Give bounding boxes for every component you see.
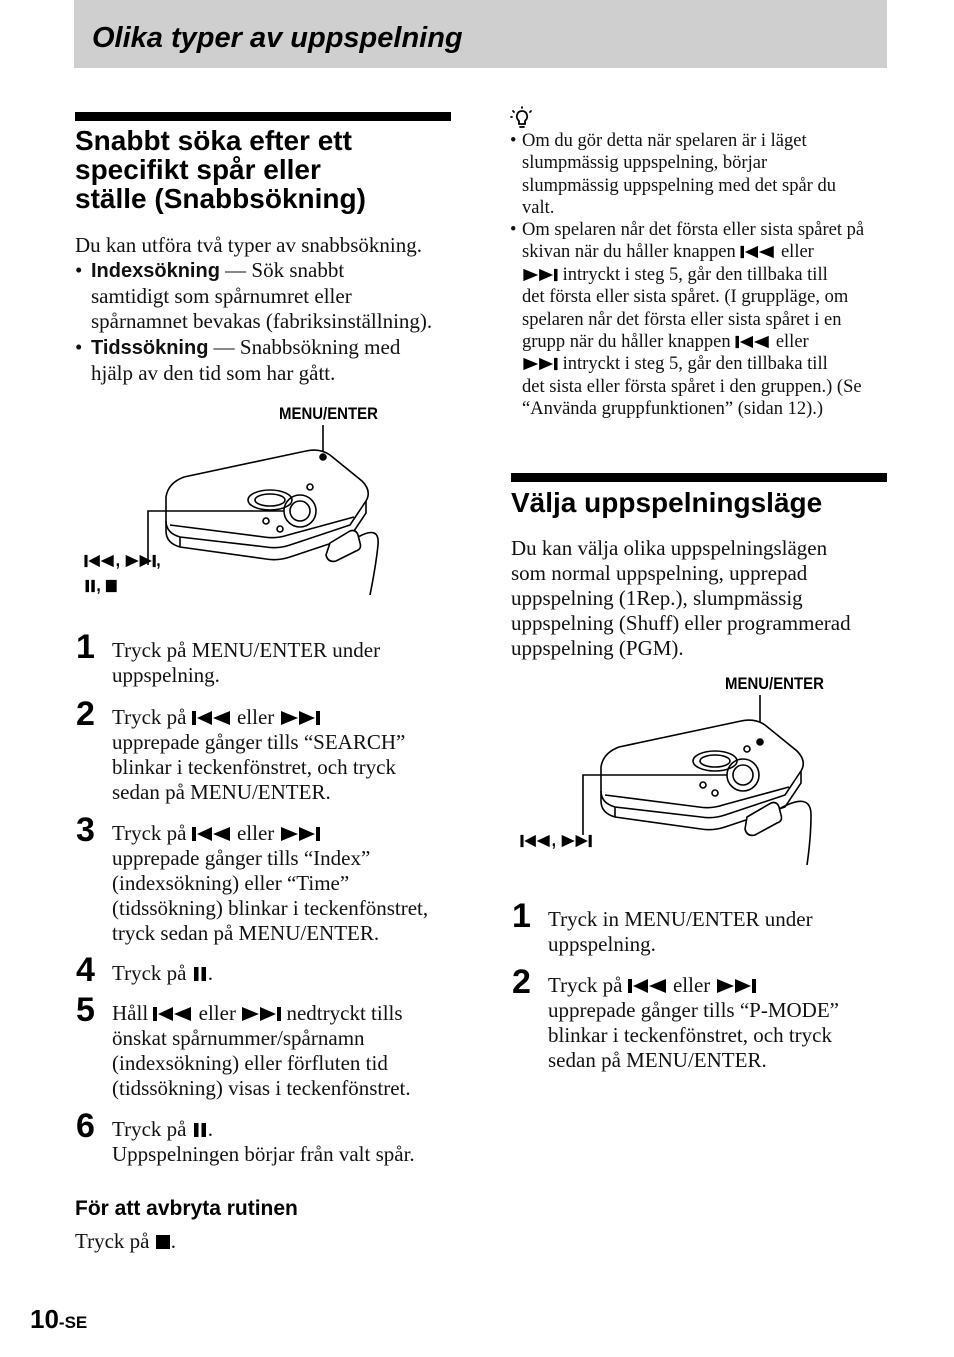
step-number: 4 bbox=[76, 951, 95, 989]
step-text: Tryck på MENU/ENTER under uppspelning. bbox=[112, 638, 381, 687]
transport-buttons-label: , , bbox=[84, 550, 161, 571]
intro-text: Du kan utföra två typer av snabbsökning. bbox=[75, 233, 423, 257]
step-number: 1 bbox=[76, 628, 95, 666]
previous-track-icon bbox=[192, 710, 232, 726]
step-number: 1 bbox=[512, 897, 531, 935]
tip-item: • Om du gör detta när spelaren är i läget slumpmässig uppspelning, börjar slumpmässig uppspelning med det spår du valt. bbox=[510, 131, 836, 219]
previous-track-icon bbox=[735, 335, 771, 349]
term-index-search: Indexsökning bbox=[91, 260, 220, 282]
header-bar bbox=[74, 0, 887, 68]
pause-icon bbox=[192, 1122, 208, 1138]
section-rule-left bbox=[75, 112, 451, 121]
step-text: Tryck på eller upprepade gånger tills “Index” (indexsökning) eller “Time” (tidssökning) blinkar i teckenfönstret, tryck sedan på MENU/ENTER. bbox=[112, 821, 429, 945]
next-track-icon bbox=[522, 268, 558, 282]
page-number: 10-SE bbox=[30, 1304, 88, 1334]
step-text: Tryck på . bbox=[112, 961, 213, 985]
minidisc-player-illustration bbox=[575, 695, 835, 865]
section-heading-quick-search bbox=[75, 126, 465, 213]
step-text: Håll eller nedtryckt tills önskat spårnummer/spårnamn (indexsökning) eller förfluten tid (tidssökning) visas i teckenfönstret. bbox=[112, 1001, 411, 1100]
previous-track-icon bbox=[520, 834, 552, 848]
step-number: 5 bbox=[76, 991, 95, 1029]
stop-icon bbox=[155, 1234, 171, 1250]
menu-enter-label: MENU/ENTER bbox=[725, 674, 824, 693]
transport-buttons-label: , bbox=[520, 830, 592, 851]
term-time-search: Tidssökning bbox=[91, 337, 209, 359]
next-track-icon bbox=[241, 1006, 281, 1022]
next-track-icon bbox=[716, 978, 756, 994]
lightbulb-hint-icon bbox=[510, 106, 536, 132]
step-text: Tryck på eller upprepade gånger tills “P-MODE” blinkar i teckenfönstret, och tryck sedan på MENU/ENTER. bbox=[548, 973, 839, 1072]
tip-item: • Om spelaren når det första eller sista spåret på skivan när du håller knappen eller intryckt i steg 5, går den tillbaka till det första eller sista spåret. (I gruppläge, om spelaren når det första eller sista spåret i en grupp när du håller knappen eller intryckt i steg 5, går den tillbaka till det sista eller första spåret i den gruppen.) (Se “Använda gruppfunktionen” (sidan 12).) bbox=[510, 220, 865, 420]
step-number: 2 bbox=[76, 695, 95, 733]
heading-line: specifikt spår eller bbox=[75, 154, 321, 185]
next-track-icon bbox=[561, 834, 593, 848]
minidisc-player-illustration bbox=[140, 425, 400, 595]
next-track-icon bbox=[125, 554, 157, 568]
previous-track-icon bbox=[84, 554, 116, 568]
heading-line: Snabbt söka efter ett bbox=[75, 125, 352, 156]
step-text: Tryck in MENU/ENTER under uppspelning. bbox=[548, 907, 813, 956]
previous-track-icon bbox=[192, 826, 232, 842]
transport-buttons-label-line2: , bbox=[84, 575, 117, 596]
bullet-index-search: • Indexsökning — Sök snabbt samtidigt som spårnumret eller spårnamnet bevakas (fabriksinställning). bbox=[75, 258, 433, 333]
bullet-dot: • bbox=[75, 258, 83, 282]
step-text: Tryck på eller upprepade gånger tills “SEARCH” blinkar i teckenfönstret, och tryck sedan på MENU/ENTER. bbox=[112, 705, 406, 804]
menu-enter-label: MENU/ENTER bbox=[279, 404, 378, 423]
step-number: 3 bbox=[76, 811, 95, 849]
bullet-dot: • bbox=[75, 335, 83, 359]
next-track-icon bbox=[522, 357, 558, 371]
previous-track-icon bbox=[740, 245, 776, 259]
cancel-text: Tryck på . bbox=[75, 1229, 176, 1253]
previous-track-icon bbox=[153, 1006, 193, 1022]
previous-track-icon bbox=[628, 978, 668, 994]
step-number: 2 bbox=[512, 963, 531, 1001]
heading-line: ställe (Snabbsökning) bbox=[75, 183, 366, 214]
step-number: 6 bbox=[76, 1107, 95, 1145]
stop-icon bbox=[105, 579, 117, 593]
section-rule-right bbox=[511, 473, 887, 482]
next-track-icon bbox=[280, 826, 320, 842]
page-title: Olika typer av uppspelning bbox=[92, 22, 463, 54]
pause-icon bbox=[84, 579, 96, 593]
pause-icon bbox=[192, 966, 208, 982]
next-track-icon bbox=[280, 710, 320, 726]
bullet-time-search: • Tidssökning — Snabbsökning med hjälp av den tid som har gått. bbox=[75, 335, 401, 385]
step-text: Tryck på . Uppspelningen börjar från valt spår. bbox=[112, 1117, 415, 1166]
play-mode-intro: Du kan välja olika uppspelningslägen som normal uppspelning, upprepad uppspelning (1Rep.), slumpmässig uppspelning (Shuff) eller programmerad uppspelning (PGM). bbox=[511, 536, 851, 660]
cancel-subheading: För att avbryta rutinen bbox=[75, 1197, 298, 1220]
section-heading-play-mode: Välja uppspelningsläge bbox=[511, 487, 823, 518]
